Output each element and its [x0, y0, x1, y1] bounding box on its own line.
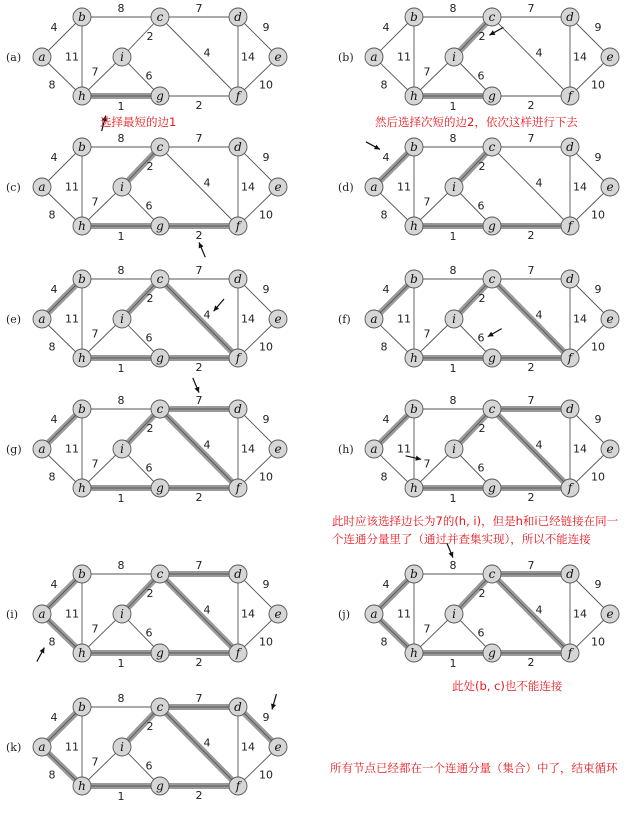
edge-weight-ef: 10: [259, 768, 273, 782]
edge-weight-bc: 8: [449, 132, 457, 145]
node-label-a: a: [38, 312, 46, 326]
node-label-d: d: [566, 567, 574, 581]
node-label-c: c: [488, 567, 496, 581]
edge-weight-ab: 4: [50, 413, 58, 426]
edge-weight-ah: 8: [380, 635, 388, 649]
edge-weight-fg: 2: [195, 656, 203, 669]
edge-weight-bc: 8: [117, 132, 125, 145]
node-label-h: h: [78, 646, 86, 660]
edge-weight-gh: 1: [449, 100, 457, 113]
edge-weight-cd: 7: [195, 559, 203, 572]
node-label-b: b: [78, 10, 86, 24]
node-label-g: g: [156, 89, 164, 103]
edge-weight-hi: 7: [91, 622, 99, 636]
edge-weight-de: 9: [262, 283, 270, 296]
node-label-d: d: [234, 10, 242, 24]
node-label-a: a: [38, 50, 46, 64]
edge-weight-ci: 2: [146, 720, 154, 733]
edge-weight-ef: 10: [591, 635, 605, 649]
edge-weight-hi: 7: [91, 457, 99, 471]
node-label-i: i: [120, 442, 124, 456]
note-panel-h-line1: 此时应该选择边长为7的(h, i)，但是h和i已经链接在同一: [332, 514, 619, 528]
panel-b: [338, 2, 619, 113]
edge-weight-cd: 7: [195, 264, 203, 277]
edge-weight-bh: 11: [65, 180, 79, 194]
edge-weight-ef: 10: [259, 208, 273, 222]
edge-weight-ci: 2: [478, 587, 486, 600]
edge-weight-fg: 2: [195, 99, 203, 112]
edge-weight-df: 14: [573, 442, 587, 456]
node-label-d: d: [234, 402, 242, 416]
node-label-h: h: [410, 646, 418, 660]
edge-weight-bh: 11: [397, 442, 411, 456]
edge-weight-hi: 7: [91, 755, 99, 769]
edge-weight-ci: 2: [146, 422, 154, 435]
edge-weight-df: 14: [241, 442, 255, 456]
node-label-g: g: [156, 646, 164, 660]
panel-i: [6, 559, 287, 670]
node-label-b: b: [78, 140, 86, 154]
node-label-c: c: [156, 700, 164, 714]
edge-weight-gi: 6: [477, 461, 485, 475]
edge-weight-ah: 8: [380, 208, 388, 222]
edge-weight-ah: 8: [48, 78, 56, 92]
node-label-e: e: [606, 180, 614, 194]
edge-weight-ci: 2: [478, 30, 486, 43]
edge-weight-ah: 8: [380, 340, 388, 354]
edge-cf: [492, 409, 570, 488]
edge-weight-hi: 7: [423, 327, 431, 341]
edge-weight-ab: 4: [50, 578, 58, 591]
node-label-d: d: [566, 272, 574, 286]
edge-weight-cf: 4: [203, 438, 211, 452]
edge-weight-cd: 7: [527, 2, 535, 15]
node-label-h: h: [78, 351, 86, 365]
edge-weight-hi: 7: [91, 195, 99, 209]
node-label-h: h: [78, 219, 86, 233]
panel-a: [6, 2, 287, 131]
edge-weight-gi: 6: [145, 199, 153, 213]
edge-weight-fg: 2: [195, 789, 203, 802]
panel-d: [338, 132, 619, 243]
edge-weight-bh: 11: [397, 312, 411, 326]
node-label-d: d: [234, 140, 242, 154]
node-label-f: f: [235, 646, 241, 660]
edge-weight-cd: 7: [195, 692, 203, 705]
edge-weight-ef: 10: [591, 340, 605, 354]
edge-cf: [160, 279, 238, 358]
edge-weight-cf: 4: [203, 736, 211, 750]
panel-label: (c): [6, 181, 21, 194]
edge-weight-de: 9: [262, 21, 270, 34]
node-label-e: e: [274, 312, 282, 326]
node-label-h: h: [410, 351, 418, 365]
edge-cf: [160, 409, 238, 488]
edge-weight-bh: 11: [397, 180, 411, 194]
node-label-b: b: [410, 272, 418, 286]
edge-weight-bc: 8: [449, 559, 457, 572]
edge-weight-ah: 8: [48, 768, 56, 782]
node-label-a: a: [38, 180, 46, 194]
node-label-h: h: [78, 481, 86, 495]
node-label-a: a: [370, 312, 378, 326]
node-label-a: a: [370, 607, 378, 621]
node-label-i: i: [452, 442, 456, 456]
edge-weight-cf: 4: [535, 46, 543, 60]
node-label-h: h: [410, 89, 418, 103]
edge-weight-fg: 2: [527, 229, 535, 242]
edge-weight-hi: 7: [91, 327, 99, 341]
node-label-d: d: [234, 272, 242, 286]
panel-label: (f): [338, 313, 351, 326]
panel-f: [338, 264, 619, 375]
edge-weight-gi: 6: [145, 626, 153, 640]
edge-weight-cd: 7: [195, 132, 203, 145]
edge-weight-bc: 8: [117, 2, 125, 15]
node-label-i: i: [120, 607, 124, 621]
node-label-c: c: [488, 140, 496, 154]
edge-weight-gh: 1: [449, 362, 457, 375]
edge-weight-bh: 11: [65, 740, 79, 754]
node-label-c: c: [156, 402, 164, 416]
edge-weight-ef: 10: [591, 470, 605, 484]
edge-weight-ab: 4: [382, 151, 390, 164]
node-label-c: c: [488, 402, 496, 416]
node-label-i: i: [452, 50, 456, 64]
node-label-f: f: [567, 219, 573, 233]
node-label-a: a: [370, 442, 378, 456]
edge-weight-cd: 7: [527, 559, 535, 572]
node-label-a: a: [370, 50, 378, 64]
panel-label: (j): [338, 608, 350, 621]
edge-weight-df: 14: [573, 607, 587, 621]
edge-cf: [160, 147, 238, 226]
edge-weight-bh: 11: [397, 50, 411, 64]
node-label-g: g: [488, 481, 496, 495]
node-label-f: f: [567, 481, 573, 495]
edge-weight-cf: 4: [203, 176, 211, 190]
node-label-c: c: [156, 140, 164, 154]
node-label-g: g: [488, 351, 496, 365]
edge-weight-de: 9: [594, 151, 602, 164]
panel-label: (g): [6, 443, 22, 456]
node-label-i: i: [452, 607, 456, 621]
node-label-e: e: [274, 442, 282, 456]
node-label-f: f: [235, 481, 241, 495]
panel-e: [6, 264, 287, 375]
edge-weight-ah: 8: [48, 208, 56, 222]
node-label-e: e: [606, 50, 614, 64]
edge-weight-df: 14: [573, 312, 587, 326]
edge-weight-gi: 6: [145, 331, 153, 345]
node-label-e: e: [606, 312, 614, 326]
edge-weight-df: 14: [573, 180, 587, 194]
node-label-f: f: [235, 351, 241, 365]
node-label-d: d: [566, 10, 574, 24]
edge-weight-gh: 1: [117, 492, 125, 505]
edge-cf: [492, 17, 570, 96]
edge-weight-df: 14: [573, 50, 587, 64]
edge-weight-cd: 7: [527, 264, 535, 277]
node-label-b: b: [410, 140, 418, 154]
node-label-d: d: [566, 140, 574, 154]
node-label-b: b: [78, 700, 86, 714]
node-label-f: f: [235, 219, 241, 233]
edge-weight-bh: 11: [65, 312, 79, 326]
panel-k: [6, 692, 287, 803]
edge-weight-bc: 8: [449, 264, 457, 277]
edge-weight-ab: 4: [50, 21, 58, 34]
edge-weight-gh: 1: [449, 657, 457, 670]
node-label-h: h: [78, 779, 86, 793]
node-label-e: e: [606, 442, 614, 456]
edge-weight-ef: 10: [591, 208, 605, 222]
edge-weight-df: 14: [241, 50, 255, 64]
edge-weight-fg: 2: [195, 491, 203, 504]
node-label-g: g: [156, 481, 164, 495]
edge-weight-bc: 8: [117, 559, 125, 572]
edge-weight-ah: 8: [48, 635, 56, 649]
edge-weight-gi: 6: [145, 69, 153, 83]
edge-cf: [160, 707, 238, 786]
edge-weight-de: 9: [262, 151, 270, 164]
edge-weight-ef: 10: [591, 78, 605, 92]
edge-weight-de: 9: [262, 578, 270, 591]
node-label-c: c: [488, 10, 496, 24]
node-label-c: c: [488, 272, 496, 286]
edge-weight-cf: 4: [203, 308, 211, 322]
note-panel-b: 然后选择次短的边2，依次这样进行下去: [375, 115, 578, 129]
edge-weight-gh: 1: [449, 492, 457, 505]
edge-weight-ab: 4: [382, 283, 390, 296]
edge-weight-gi: 6: [477, 331, 485, 345]
panel-label: (k): [6, 741, 22, 754]
node-label-d: d: [234, 567, 242, 581]
edge-weight-ab: 4: [50, 283, 58, 296]
edge-weight-bc: 8: [449, 2, 457, 15]
edge-weight-ci: 2: [478, 422, 486, 435]
panel-label: (a): [6, 51, 22, 64]
edge-weight-ab: 4: [382, 578, 390, 591]
edge-weight-de: 9: [594, 413, 602, 426]
node-label-i: i: [120, 740, 124, 754]
node-label-i: i: [120, 180, 124, 194]
node-label-c: c: [156, 10, 164, 24]
node-label-i: i: [120, 50, 124, 64]
node-label-b: b: [410, 402, 418, 416]
panel-j: [338, 543, 619, 670]
edge-weight-bc: 8: [117, 692, 125, 705]
edge-weight-df: 14: [241, 740, 255, 754]
note-panel-h-line2: 个连通分量里了（通过并查集实现），所以不能连接: [332, 532, 591, 546]
edge-weight-cd: 7: [195, 2, 203, 15]
edge-weight-ef: 10: [259, 470, 273, 484]
node-label-f: f: [235, 779, 241, 793]
edge-cf: [160, 17, 238, 96]
panel-h: [338, 394, 619, 505]
node-label-b: b: [78, 567, 86, 581]
edge-weight-gi: 6: [477, 626, 485, 640]
node-label-a: a: [38, 607, 46, 621]
node-label-c: c: [156, 567, 164, 581]
edge-weight-cf: 4: [535, 176, 543, 190]
edge-weight-gh: 1: [117, 657, 125, 670]
edge-weight-gi: 6: [477, 199, 485, 213]
node-label-e: e: [274, 50, 282, 64]
note-panel-k: 所有节点已经都在一个连通分量（集合）中了，结束循环: [330, 761, 618, 775]
node-label-i: i: [452, 180, 456, 194]
edge-weight-cd: 7: [527, 132, 535, 145]
edge-weight-bc: 8: [117, 264, 125, 277]
edge-weight-df: 14: [241, 180, 255, 194]
panel-label: (h): [338, 443, 354, 456]
edge-weight-ef: 10: [259, 78, 273, 92]
edge-weight-ci: 2: [146, 160, 154, 173]
edge-weight-gh: 1: [117, 790, 125, 803]
edge-cf: [492, 147, 570, 226]
edge-cf: [160, 574, 238, 653]
edge-weight-hi: 7: [423, 65, 431, 79]
node-label-c: c: [156, 272, 164, 286]
edge-weight-ci: 2: [478, 292, 486, 305]
edge-weight-bh: 11: [65, 50, 79, 64]
node-label-b: b: [78, 402, 86, 416]
note-panel-a: 选择最短的边1: [100, 115, 177, 129]
panel-label: (e): [6, 313, 22, 326]
panel-c: [6, 132, 287, 257]
edge-weight-hi: 7: [423, 195, 431, 209]
panel-label: (d): [338, 181, 354, 194]
edge-weight-ab: 4: [382, 413, 390, 426]
edge-weight-df: 14: [241, 607, 255, 621]
node-label-h: h: [78, 89, 86, 103]
edge-weight-hi: 7: [91, 65, 99, 79]
edge-weight-fg: 2: [527, 361, 535, 374]
edge-weight-de: 9: [594, 21, 602, 34]
edge-weight-ah: 8: [48, 340, 56, 354]
panel-label: (b): [338, 51, 354, 64]
note-panel-j: 此处(b, c)也不能连接: [452, 679, 563, 693]
node-label-h: h: [410, 481, 418, 495]
node-label-i: i: [452, 312, 456, 326]
edge-weight-de: 9: [594, 283, 602, 296]
edge-weight-bh: 11: [65, 607, 79, 621]
node-label-g: g: [488, 219, 496, 233]
node-label-g: g: [156, 779, 164, 793]
node-label-e: e: [274, 607, 282, 621]
node-label-f: f: [235, 89, 241, 103]
edge-weight-gh: 1: [449, 230, 457, 243]
edge-weight-ab: 4: [50, 711, 58, 724]
node-label-b: b: [410, 567, 418, 581]
edge-weight-cf: 4: [203, 603, 211, 617]
edge-weight-cf: 4: [535, 603, 543, 617]
edge-weight-ci: 2: [146, 30, 154, 43]
node-label-g: g: [488, 646, 496, 660]
edge-weight-ah: 8: [380, 78, 388, 92]
edge-weight-fg: 2: [195, 229, 203, 242]
edge-weight-ab: 4: [382, 21, 390, 34]
edge-weight-gh: 1: [117, 230, 125, 243]
edge-weight-df: 14: [241, 312, 255, 326]
edge-weight-bh: 11: [65, 442, 79, 456]
node-label-a: a: [38, 442, 46, 456]
node-label-d: d: [234, 700, 242, 714]
edge-weight-ci: 2: [146, 587, 154, 600]
edge-weight-ef: 10: [259, 635, 273, 649]
edge-weight-hi: 7: [423, 622, 431, 636]
edge-weight-hi: 7: [423, 457, 431, 471]
panel-label: (i): [6, 608, 19, 621]
edge-weight-ah: 8: [380, 470, 388, 484]
edge-weight-ef: 10: [259, 340, 273, 354]
edge-weight-gh: 1: [117, 362, 125, 375]
node-label-b: b: [78, 272, 86, 286]
node-label-a: a: [370, 180, 378, 194]
edge-weight-ci: 2: [478, 160, 486, 173]
edge-weight-ci: 2: [146, 292, 154, 305]
edge-weight-gi: 6: [145, 759, 153, 773]
edge-weight-gi: 6: [145, 461, 153, 475]
edge-weight-de: 9: [262, 413, 270, 426]
node-label-e: e: [274, 180, 282, 194]
edge-cf: [492, 279, 570, 358]
edge-weight-fg: 2: [195, 361, 203, 374]
panel-g: [6, 378, 287, 505]
edge-weight-bc: 8: [449, 394, 457, 407]
node-label-g: g: [156, 219, 164, 233]
edge-weight-gh: 1: [117, 100, 125, 113]
edge-weight-bh: 11: [397, 607, 411, 621]
node-label-a: a: [38, 740, 46, 754]
edge-weight-de: 9: [262, 711, 270, 724]
edge-weight-fg: 2: [527, 491, 535, 504]
node-label-i: i: [120, 312, 124, 326]
edge-weight-fg: 2: [527, 656, 535, 669]
node-label-e: e: [274, 740, 282, 754]
edge-weight-cf: 4: [203, 46, 211, 60]
edge-weight-cd: 7: [195, 394, 203, 407]
edge-weight-fg: 2: [527, 99, 535, 112]
pointer-arrow-head: [415, 456, 421, 461]
node-label-h: h: [410, 219, 418, 233]
node-label-f: f: [567, 646, 573, 660]
edge-weight-ab: 4: [50, 151, 58, 164]
edge-cf: [492, 574, 570, 653]
edge-weight-de: 9: [594, 578, 602, 591]
edge-weight-bc: 8: [117, 394, 125, 407]
node-label-d: d: [566, 402, 574, 416]
edge-weight-ah: 8: [48, 470, 56, 484]
node-label-b: b: [410, 10, 418, 24]
edge-weight-cf: 4: [535, 308, 543, 322]
node-label-e: e: [606, 607, 614, 621]
node-label-f: f: [567, 89, 573, 103]
edge-weight-cd: 7: [527, 394, 535, 407]
edge-weight-cf: 4: [535, 438, 543, 452]
node-label-g: g: [156, 351, 164, 365]
node-label-f: f: [567, 351, 573, 365]
node-label-g: g: [488, 89, 496, 103]
edge-weight-gi: 6: [477, 69, 485, 83]
